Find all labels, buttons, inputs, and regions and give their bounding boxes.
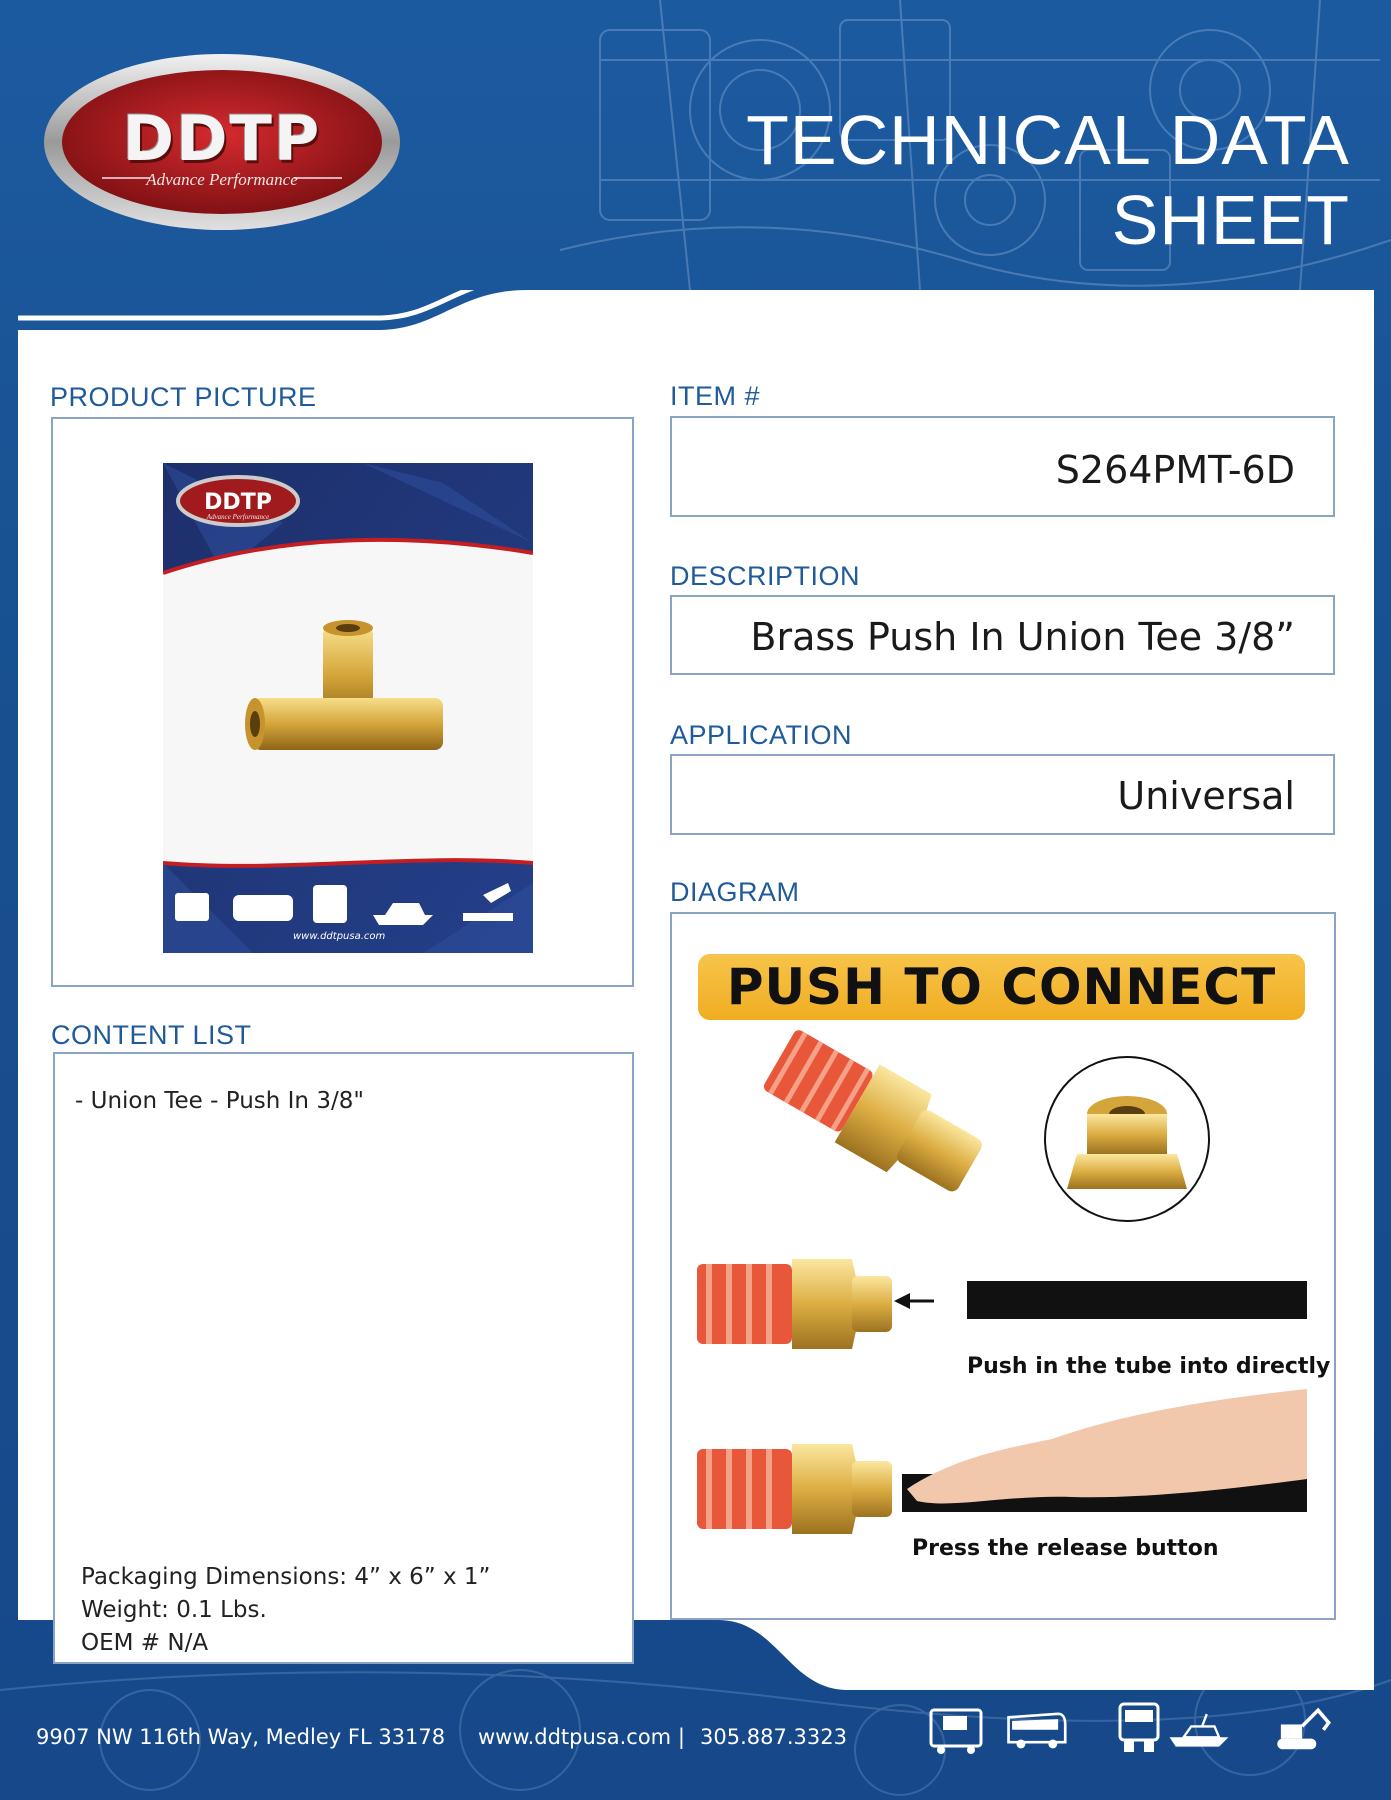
hand-icon [907, 1389, 1307, 1503]
ddtp-logo [42, 52, 402, 232]
push-to-connect-diagram [672, 1019, 1334, 1619]
oem-number: OEM # N/A [81, 1630, 209, 1656]
description-box [670, 595, 1335, 675]
yacht-icon [1168, 1700, 1230, 1756]
item-number-value: S264PMT-6D [1055, 448, 1295, 492]
product-picture-label: PRODUCT PICTURE [50, 382, 317, 412]
angled-fitting-icon [757, 1019, 993, 1207]
excavator-icon [1272, 1700, 1334, 1756]
truck-icon [1108, 1700, 1170, 1756]
diagram-caption-push: Push in the tube into directly [967, 1354, 1331, 1379]
footer-phone[interactable]: 305.887.3323 [700, 1725, 847, 1749]
bag-website: www.ddtpusa.com [293, 931, 386, 942]
application-value: Universal [1117, 774, 1295, 818]
push-to-connect-banner: PUSH TO CONNECT [698, 954, 1305, 1020]
packaging-dimensions: Packaging Dimensions: 4” x 6” x 1” [81, 1564, 491, 1590]
diagram-label: DIAGRAM [670, 877, 800, 907]
release-fitting-icon [697, 1444, 892, 1534]
bag-logo-tagline: Advance Performance [206, 513, 270, 521]
diagram-box [670, 912, 1336, 1620]
description-label: DESCRIPTION [670, 561, 861, 591]
application-label: APPLICATION [670, 720, 853, 750]
diagram-caption-release: Press the release button [912, 1536, 1219, 1561]
content-list-box [53, 1052, 634, 1664]
logo-tagline: Advance Performance [146, 170, 298, 189]
content-list-label: CONTENT LIST [51, 1020, 252, 1050]
content-list-item: - Union Tee - Push In 3/8" [75, 1088, 364, 1114]
arrow-left-icon [894, 1293, 934, 1309]
generator-icon [925, 1700, 987, 1756]
product-bag-image [163, 463, 533, 953]
item-number-label: ITEM # [670, 381, 761, 411]
application-box [670, 754, 1335, 835]
page-title: TECHNICAL DATA SHEET [746, 101, 1350, 259]
tube-icon [967, 1281, 1307, 1319]
bag-logo-text: DDTP [204, 490, 272, 515]
straight-fitting-icon [697, 1259, 892, 1349]
description-value: Brass Push In Union Tee 3/8” [750, 615, 1295, 659]
footer-address: 9907 NW 116th Way, Medley FL 33178 [36, 1725, 446, 1749]
bus-icon [1005, 1700, 1067, 1756]
weight: Weight: 0.1 Lbs. [81, 1597, 267, 1623]
item-number-box [670, 416, 1335, 517]
logo-text: DDTP [122, 102, 322, 175]
product-picture-box [51, 417, 634, 987]
footer-website[interactable]: www.ddtpusa.com | [478, 1725, 685, 1749]
